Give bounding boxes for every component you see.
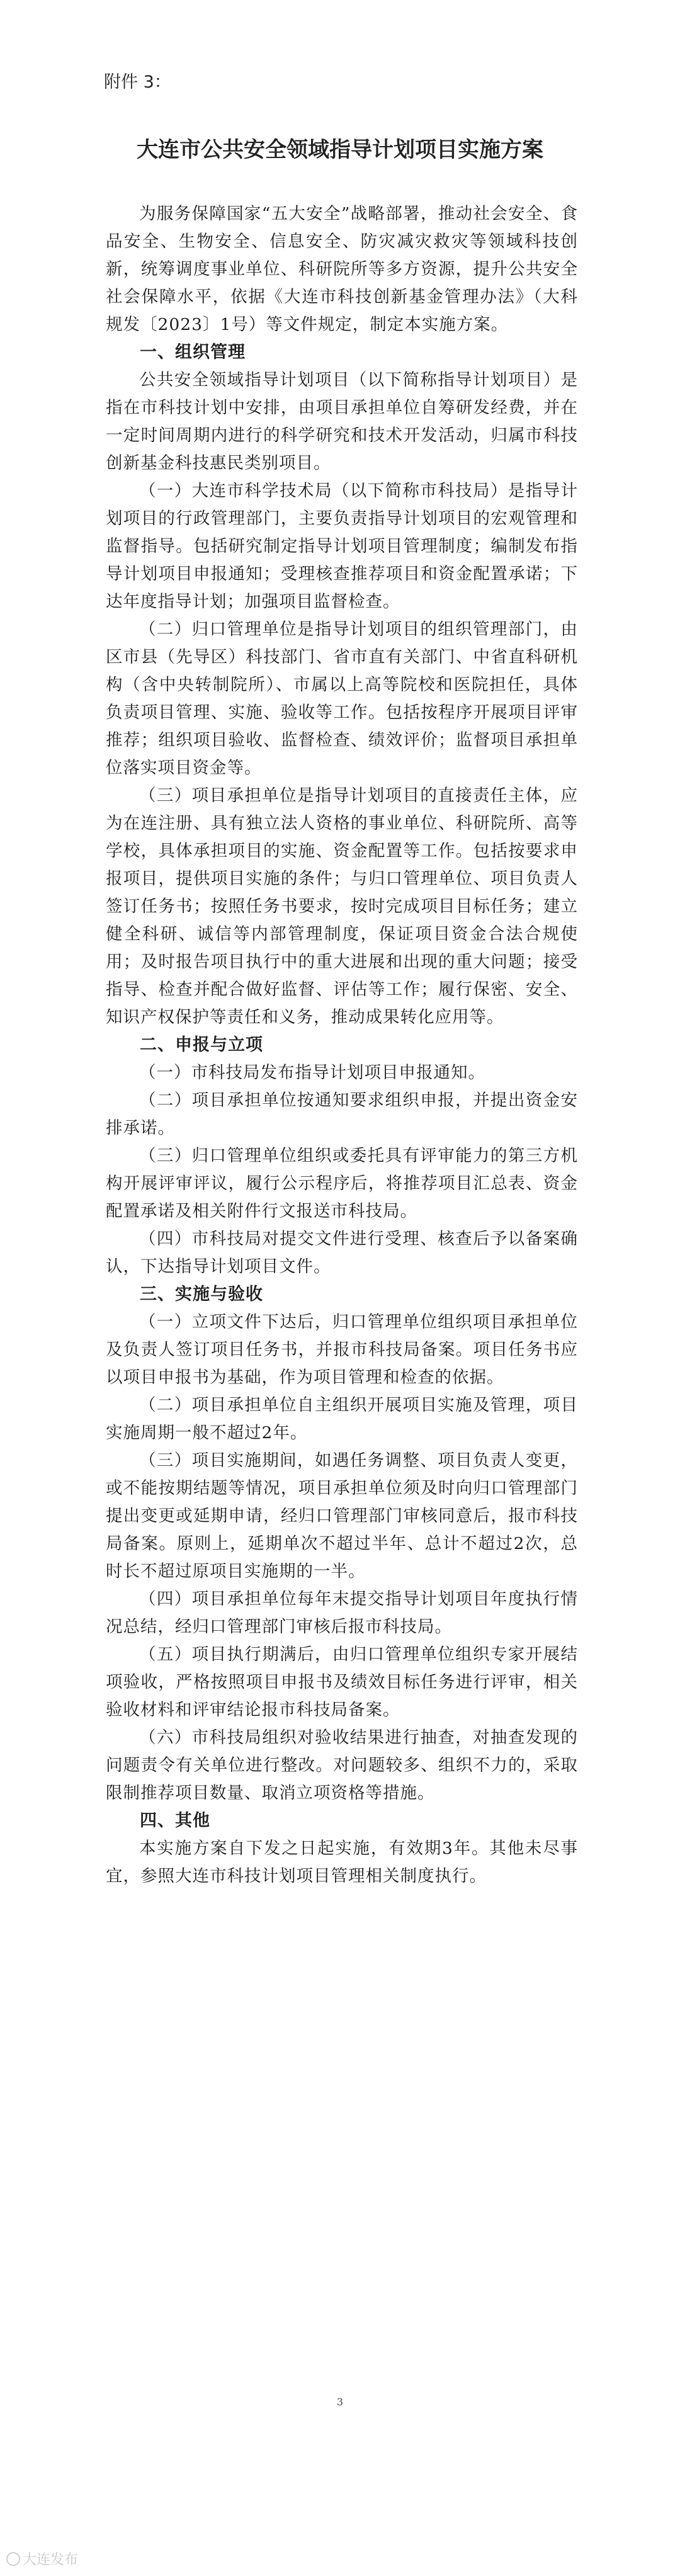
section-paragraph: （一）立项文件下达后，归口管理单位组织项目承担单位及负责人签订项目任务书，并报市科技局备案。项目任务书应以项目申报书为基础，作为项目管理和检查的依据。 (106, 1312, 578, 1387)
section-paragraph: （五）项目执行期满后，由归口管理单位组织专家开展结项验收，严格按照项目申报书及绩效目标任务进行评审，相关验收材料和评审结论报市科技局备案。 (106, 1645, 578, 1720)
section-paragraph: （六）市科技局组织对验收结果进行抽查，对抽查发现的问题责令有关单位进行整改。对问题较多、组织不力的，采取限制推荐项目数量、取消立项资格等措施。 (106, 1728, 578, 1803)
section-paragraph: 公共安全领域指导计划项目（以下简称指导计划项目）是指在市科技计划中安排，由项目承担单位自筹研发经费，并在一定时间周期内进行的科学研究和技术开发活动，归属市科技创新基金科技惠民类别项目。 (106, 370, 578, 473)
annex-label: 附件 3： (104, 72, 171, 92)
section-heading: 一、组织管理 (140, 343, 246, 362)
section-paragraph: （二）归口管理单位是指导计划项目的组织管理部门，由区市县（先导区）科技部门、省市直有关部门、中省直科研机构（含中央转制院所）、市属以上高等院校和医院担任，具体负责项目管理、实施、验收等工作。包括按程序开展项目评审推荐；组织项目验收、监督检查、绩效评价；监督项目承担单位落实项目资金等。 (106, 620, 578, 778)
section-heading: 二、申报与立项 (140, 1035, 263, 1055)
section-paragraph: （二）项目承担单位按通知要求组织申报，并提出资金安排承诺。 (106, 1091, 578, 1138)
watermark-logo-icon (6, 2552, 20, 2566)
section-paragraph: （四）项目承担单位每年末提交指导计划项目年度执行情况总结，经归口管理部门审核后报市科技局。 (106, 1589, 578, 1637)
document-title: 大连市公共安全领域指导计划项目实施方案 (137, 137, 543, 162)
page-number: 3 (336, 2396, 344, 2408)
section-paragraph: （二）项目承担单位自主组织开展项目实施及管理，项目实施周期一般不超过2年。 (106, 1395, 578, 1443)
section-paragraph: （一）市科技局发布指导计划项目申报通知。 (139, 1063, 485, 1082)
section-paragraph: （四）市科技局对提交文件进行受理、核查后予以备案确认，下达指导计划项目文件。 (106, 1229, 578, 1276)
section-heading: 四、其他 (140, 1811, 210, 1830)
document-body (106, 200, 578, 1890)
section-paragraph: （三）项目实施期间，如遇任务调整、项目负责人变更，或不能按期结题等情况，项目承担单位须及时向归口管理部门提出变更或延期申请，经归口管理部门审核同意后，报市科技局备案。原则上，延期单次不超过半年、总计不超过2次，总时长不超过原项目实施期的一半。 (106, 1451, 578, 1581)
source-watermark (6, 2549, 78, 2568)
section-heading: 三、实施与验收 (140, 1285, 263, 1304)
section-paragraph: （三）归口管理单位组织或委托具有评审能力的第三方机构开展评审评议，履行公示程序后，将推荐项目汇总表、资金配置承诺及相关附件行文报送市科技局。 (106, 1146, 578, 1221)
watermark-text: 大连发布 (23, 2552, 79, 2568)
intro-paragraph: 为服务保障国家“五大安全”战略部署，推动社会安全、食品安全、生物安全、信息安全、防灾减灾救灾等领域科技创新，统筹调度事业单位、科研院所等多方资源，提升公共安全社会保障水平，依据《大连市科技创新基金管理办法》（大科规发〔2023〕1号）等文件规定，制定本实施方案。 (106, 204, 578, 334)
section-paragraph: （三）项目承担单位是指导计划项目的直接责任主体，应为在连注册、具有独立法人资格的事业单位、科研院所、高等学校，具体承担项目的实施、资金配置等工作。包括按要求申报项目，提供项目实施的条件；与归口管理单位、项目负责人签订任务书；按照任务书要求，按时完成项目目标任务；建立健全科研、诚信等内部管理制度，保证项目资金合法合规使用；及时报告项目执行中的重大进展和出现的重大问题；接受指导、检查并配合做好监督、评估等工作；履行保密、安全、知识产权保护等责任和义务，推动成果转化应用等。 (106, 786, 578, 1027)
section-paragraph: 本实施方案自下发之日起实施，有效期3年。其他未尽事宜，参照大连市科技计划项目管理相关制度执行。 (106, 1839, 578, 1886)
section-paragraph: （一）大连市科学技术局（以下简称市科技局）是指导计划项目的行政管理部门，主要负责指导计划项目的宏观管理和监督指导。包括研究制定指导计划项目管理制度；编制发布指导计划项目申报通知；受理核查推荐项目和资金配置承诺；下达年度指导计划；加强项目监督检查。 (106, 481, 578, 611)
